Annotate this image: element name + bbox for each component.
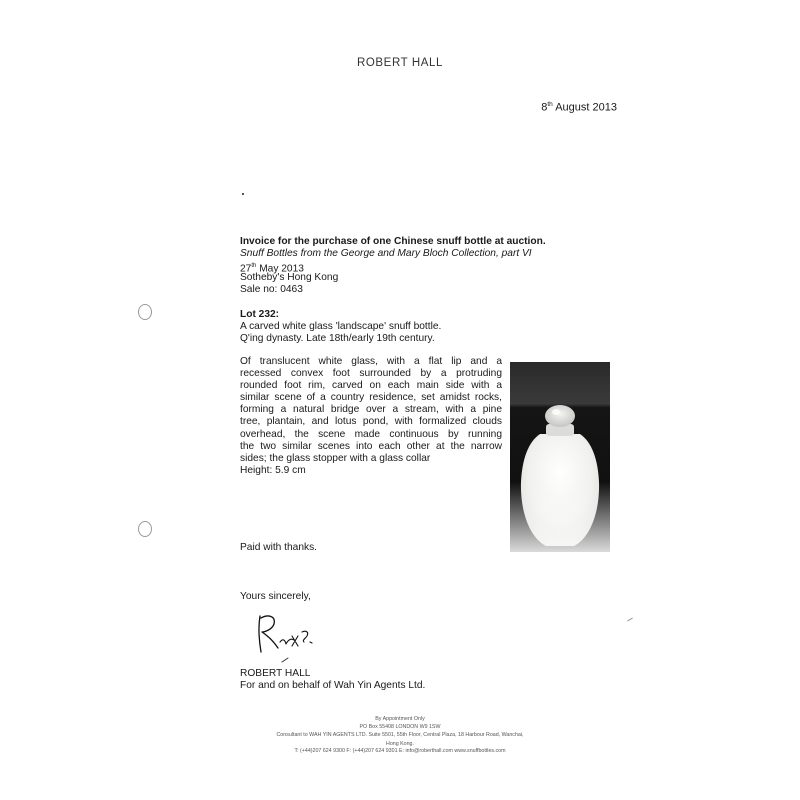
- footer-contacts: T: (+44)207 624 9300 F: (+44)207 624 9301 E: info@roberthall.com www.snuffbottles.com: [294, 748, 506, 754]
- footer-consultant: Consultant to WAH YIN AGENTS LTD. Suite 5501, 55th Floor, Central Plaza, 18 Harbour Road, Wanchai,: [276, 732, 524, 738]
- date-month-year: August 2013: [552, 101, 617, 114]
- description-line: overhead, the scene made continuous by running: [240, 428, 502, 440]
- signer-behalf: For and on behalf of Wah Yin Agents Ltd.: [240, 680, 426, 691]
- punch-hole-top: [138, 304, 152, 320]
- description-line: rounded foot rim, carved on each main side with a: [240, 380, 502, 392]
- lot-number: Lot 232:: [240, 309, 280, 320]
- lot-title: A carved white glass 'landscape' snuff bottle.: [240, 321, 442, 332]
- photo-fade: [510, 482, 610, 552]
- description-line: the two similar scenes into each other at the narrow: [240, 440, 502, 452]
- sale-date-month-year: May 2013: [256, 263, 304, 275]
- stopper-highlight: [552, 409, 560, 415]
- snuff-bottle-photo: [510, 362, 610, 552]
- punch-hole-bottom: [138, 521, 152, 537]
- sale-title: Snuff Bottles from the George and Mary Bloch Collection, part VI: [240, 248, 532, 259]
- footer-city: Hong Kong.: [386, 741, 414, 747]
- signer-name: ROBERT HALL: [240, 668, 311, 679]
- date-day: 8: [541, 101, 548, 114]
- sale-number: Sale no: 0463: [240, 284, 303, 295]
- handwritten-signature: [252, 606, 342, 666]
- description-height-line: Height: 5.9 cm: [240, 464, 306, 476]
- scan-mark: [242, 193, 244, 195]
- lot-dynasty: Q'ing dynasty. Late 18th/early 19th century.: [240, 333, 435, 344]
- bottle-stopper: [545, 405, 575, 427]
- description-line: tree, plantain, and lotus pond, with formalized clouds: [240, 416, 502, 428]
- date-suffix: th: [547, 101, 553, 108]
- letterhead-name: ROBERT HALL: [356, 57, 444, 69]
- footer-appointment: By Appointment Only: [375, 716, 425, 722]
- description-line: similar scene of a country residence, set amidst rocks,: [240, 392, 502, 404]
- letter-date: [541, 101, 617, 114]
- description-line: forming a natural bridge over a stream, with a pine: [240, 404, 502, 416]
- sign-off: Yours sincerely,: [240, 591, 311, 602]
- description-line: recessed convex foot surrounded by a protruding: [240, 368, 502, 380]
- scan-mark: [627, 618, 633, 622]
- sale-date-suffix: th: [251, 263, 257, 269]
- description-line: sides; the glass stopper with a glass collar: [240, 452, 431, 464]
- sale-date-day: 27: [240, 263, 252, 275]
- paid-note: Paid with thanks.: [240, 542, 318, 553]
- footer-po-box: PO Box 55408 LONDON W9 1SW: [359, 724, 441, 730]
- invoice-title: Invoice for the purchase of one Chinese snuff bottle at auction.: [240, 236, 546, 247]
- description-line: Of translucent white glass, with a flat lip and a: [240, 356, 502, 367]
- lot-description: [240, 356, 502, 477]
- sale-venue: Sotheby's Hong Kong: [240, 272, 339, 283]
